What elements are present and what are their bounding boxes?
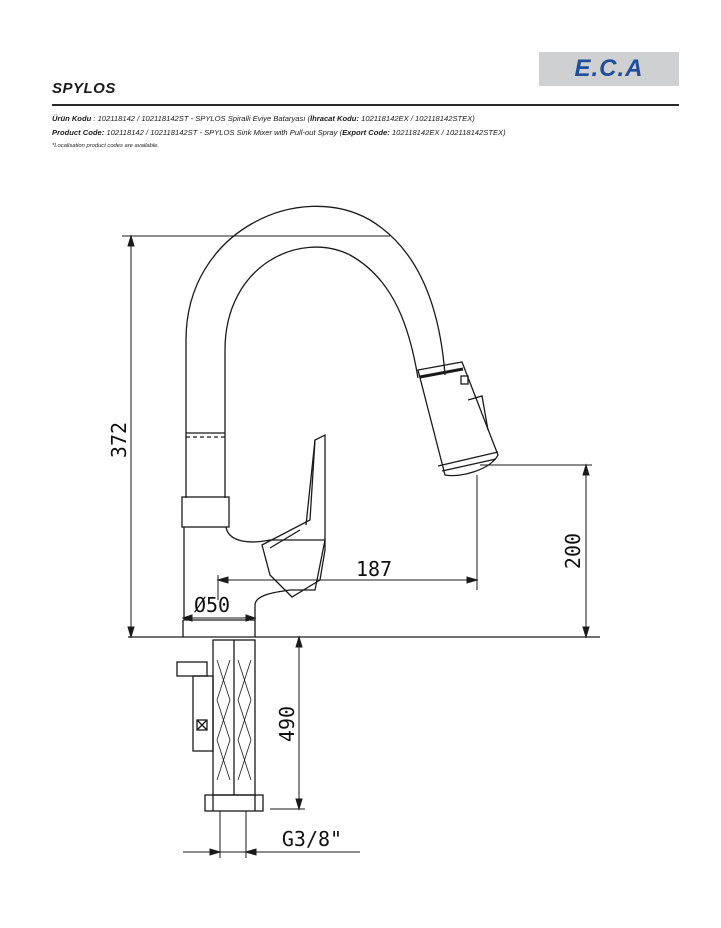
dim-spout-reach: 187 bbox=[355, 557, 393, 581]
tr-export-text: 102118142EX / 102118142STEX) bbox=[358, 114, 475, 123]
en-export-text: 102118142EX / 102118142STEX) bbox=[389, 128, 506, 137]
dim-base-diameter: Ø50 bbox=[193, 593, 231, 617]
dim-connection: G3/8" bbox=[281, 827, 343, 851]
logo-text: E.C.A bbox=[574, 55, 644, 82]
en-code-label: Product Code: bbox=[52, 128, 105, 137]
product-title: SPYLOS bbox=[52, 80, 116, 97]
en-export-label: Export Code: bbox=[342, 128, 390, 137]
tr-code-text: : 102118142 / 102118142ST - SPYLOS Spiralli Eviye Bataryası ( bbox=[91, 114, 311, 123]
fixing-nut bbox=[177, 662, 207, 676]
body-collar bbox=[182, 497, 229, 527]
en-code-text: 102118142 / 102118142ST - SPYLOS Sink Mixer with Pull-out Spray ( bbox=[104, 128, 343, 137]
tr-export-label: İhracat Kodu: bbox=[310, 114, 359, 123]
lever-handle bbox=[262, 435, 325, 597]
dim-hose-length: 490 bbox=[275, 705, 299, 743]
dim-spout-clearance: 200 bbox=[561, 532, 585, 570]
tr-code-label: Ürün Kodu bbox=[52, 114, 92, 123]
localisation-note: *Localisation product codes are available. bbox=[52, 143, 159, 149]
spout-inner bbox=[225, 247, 418, 498]
hose-connector bbox=[205, 795, 263, 811]
dim-total-height: 372 bbox=[107, 421, 131, 459]
